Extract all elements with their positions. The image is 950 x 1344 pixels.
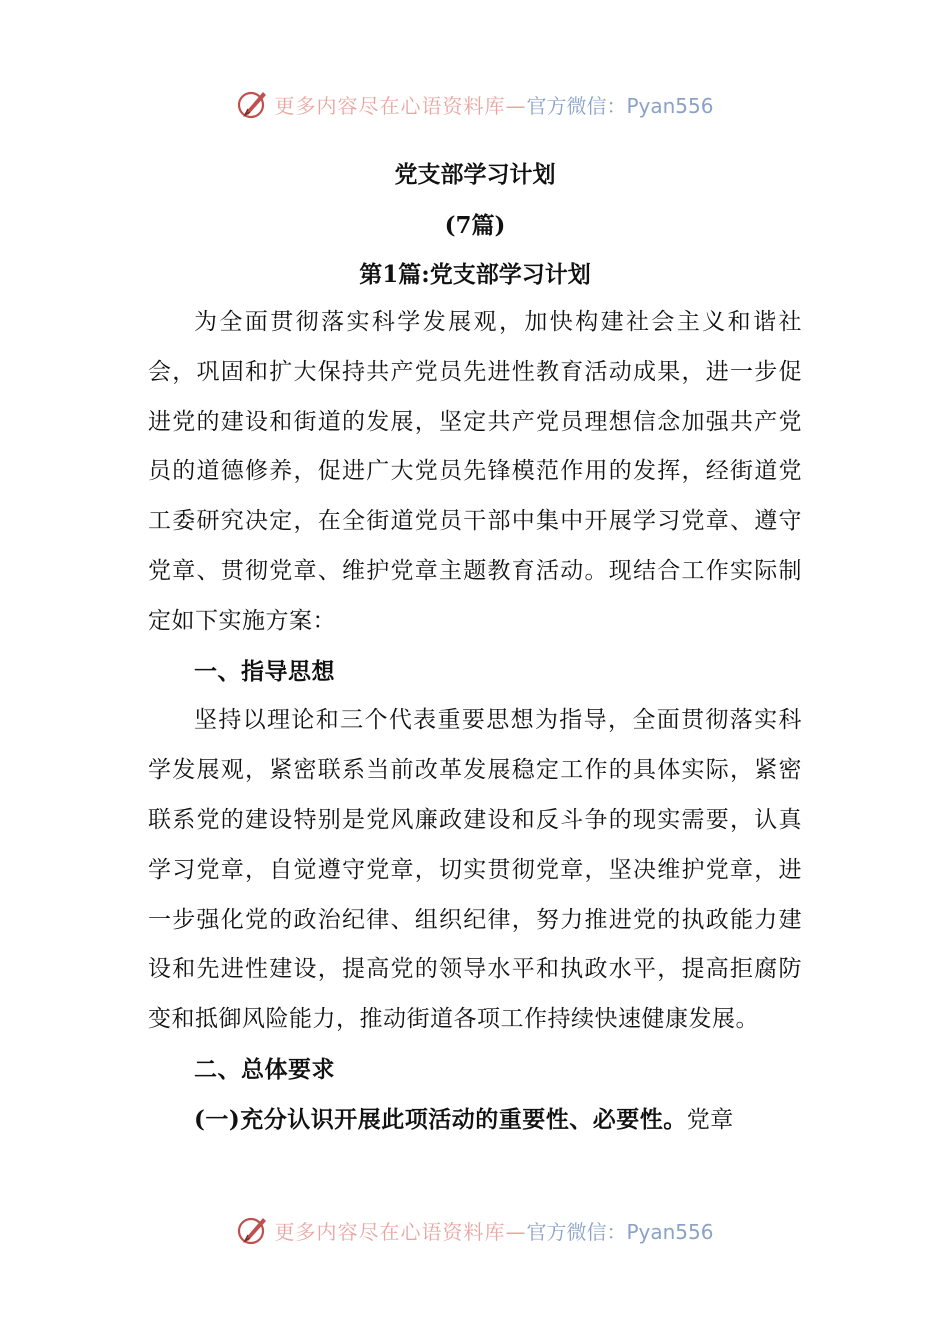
requirement-item-1 [148, 1095, 802, 1146]
guiding-ideology-paragraph: 坚持以理论和三个代表重要思想为指导，全面贯彻落实科学发展观，紧密联系当前改革发展稳定工作的具体实际，紧密联系党的建设特别是党风廉政建设和反斗争的现实需要，认真学习党章，自觉遵守党章，切实贯彻党章，坚决维护党章，进一步强化党的政治纪律、组织纪律，努力推进党的执政能力建设和先进性建设，提高党的领导水平和执政水平，提高拒腐防变和抵御风险能力，推动街道各项工作持续快速健康发展。 [148, 707, 802, 1033]
section-heading-general-requirements: 二、总体要求 [194, 1055, 335, 1083]
quill-pen-logo-icon [236, 1213, 270, 1247]
requirement-item-1-text: 党章 [686, 1106, 734, 1133]
footer-watermark [0, 1210, 950, 1250]
document-body [148, 298, 802, 1146]
requirement-item-1-heading: (一)充分认识开展此项活动的重要性、必要性。 [194, 1105, 687, 1133]
watermark-wechat: 官方微信：Pyan556 [526, 1219, 714, 1244]
watermark-dash: — [505, 93, 527, 118]
watermark-site: 更多内容尽在心语资料库 [274, 1219, 506, 1244]
part-title: 第1篇:党支部学习计划 [359, 261, 591, 288]
quill-pen-logo-icon [236, 87, 270, 121]
watermark-text [274, 1216, 713, 1245]
article-count: (7篇) [444, 212, 506, 239]
watermark-wechat: 官方微信：Pyan556 [526, 93, 714, 118]
watermark-site: 更多内容尽在心语资料库 [274, 93, 506, 118]
document-title: 党支部学习计划 [394, 161, 556, 188]
intro-paragraph: 为全面贯彻落实科学发展观，加快构建社会主义和谐社会，巩固和扩大保持共产党员先进性教育活动成果，进一步促进党的建设和街道的发展，坚定共产党员理想信念加强共产党员的道德修养，促进广大党员先锋模范作用的发挥，经街道党工委研究决定，在全街道党员干部中集中开展学习党章、遵守党章、贯彻党章、维护党章主题教育活动。现结合工作实际制定如下实施方案： [148, 309, 802, 634]
watermark-dash: — [505, 1219, 527, 1244]
header-watermark [0, 84, 950, 124]
watermark-text [274, 90, 713, 119]
section-heading-guiding-ideology: 一、指导思想 [194, 657, 335, 685]
